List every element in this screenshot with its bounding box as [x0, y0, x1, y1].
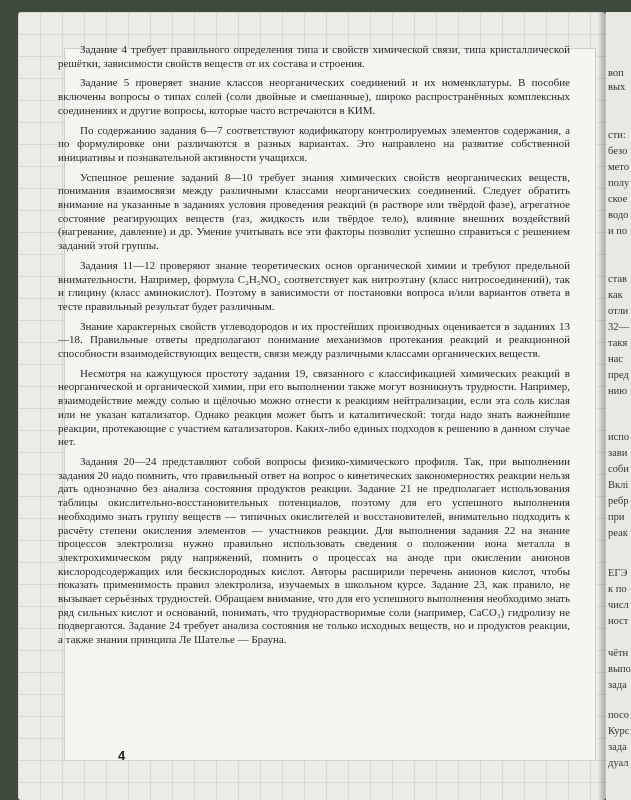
facing-line: и по [608, 226, 628, 237]
facing-line: нас [608, 354, 623, 365]
facing-line: нию [608, 386, 628, 397]
facing-line: мето [608, 162, 630, 173]
facing-line: вых [608, 82, 626, 93]
facing-line: пред [608, 370, 629, 381]
facing-line: водо [608, 210, 629, 221]
facing-line: ност [608, 616, 629, 627]
facing-line: зада [608, 742, 627, 753]
facing-line: воп [608, 68, 624, 79]
paragraph-tasks-8-10: Успешное решение заданий 8—10 требует знания химических свойств неорганических веществ, понимания взаимосвязи между различными классами неорганических соединений. Следует обратить внимание на указанные в заданиях условия проведения реакций (в растворе или твёрдой фазе), агрегатное состояние реагирующих веществ (газ, жидкость или твёрдое тело), влияние внешних воздействий (нагревание, давление) и др. Умение учитывать все эти факторы позволит успешно справиться с решением заданий этой группы. [58, 171, 570, 253]
facing-line: зада [608, 680, 627, 691]
facing-line: зави [608, 448, 628, 459]
facing-line: выпо [608, 664, 631, 675]
facing-line: полу [608, 178, 630, 189]
facing-line: ребр [608, 496, 629, 507]
facing-line: как [608, 290, 623, 301]
facing-line: реак [608, 528, 628, 539]
paragraph-tasks-13-18: Знание характерных свойств углеводородов и их простейших производных оценивается в заданиях 13—18. Правильные ответы предполагают понимание механизмов протекания реакций и реакционной способности взаимодействующих веществ, связи между различными классами органических веществ. [58, 320, 570, 361]
page-number: 4 [118, 748, 126, 763]
paragraph-task-19: Несмотря на кажущуюся простоту задания 19, связанного с классификацией химических реакций в неорганической и органической химии, при его выполнении также могут возникнуть трудности. Например, взаимодействие между солью и щёлочью можно отнести к реакциям нейтрализации, если эта соль кислая или не указан катализатор. Однако реакция может быть и каталитической: тогда надо знать важнейшие реакции, протекающие с участием катализаторов. Каких-либо единых подходов к решению в данном случае нет. [58, 367, 570, 449]
facing-line: дуал [608, 758, 629, 769]
facing-line: ЕГЭ [608, 568, 628, 579]
paragraph-tasks-11-12: Задания 11—12 проверяют знание теоретических основ органической химии и требуют предельной внимательности. Например, формула C₂H₅NO₂ соответствует как нитроэтану (класс нитросоединений), так и глицину (класс аминокислот). Поэтому в зависимости от постановки вопроса и/или вариантов ответа в тесте правильный результат будет различным. [58, 259, 570, 313]
facing-line: безо [608, 146, 628, 157]
facing-line: такя [608, 338, 628, 349]
paragraph-task-5: Задание 5 проверяет знание классов неорганических соединений и их номенклатуры. В пособие включены вопросы о типах солей (соли двойные и смешанные), широко распространённых комплексных соединениях и другие вопросы, которые часто встречаются в КИМ. [58, 77, 570, 117]
facing-line: сти: [608, 130, 626, 141]
facing-line: отли [608, 306, 629, 317]
paragraph-task-4: Задание 4 требует правильного определения типа и свойств химической связи, типа кристаллической решётки, зависимости свойств веществ от их состава и строения. [58, 44, 570, 70]
paragraph-tasks-20-24: Задания 20—24 представляют собой вопросы физико-химического профиля. Так, при выполнении задания 20 надо помнить, что правильный ответ на вопрос о кинетических закономерностях реакции нельзя дать однозначно без анализа состояния продуктов реакции. Задание 21 не предполагает использования таблицы окислительно-восстановительных потенциалов, поэтому для его успешного выполнения необходимо знать группу веществ — типичных окислителей и восстановителей, внимательно подходить к расчёту степени окисления элементов — участников реакции. Для выполнения задания 22 на знание процессов электролиза нужно правильно использовать сведения о положении иона металла в электрохимическом ряду напряжений, помнить о процессах на аноде при окислении анионов кислородсодержащих или бескислородных кислот. Авторы расширили перечень анионов кислот, чтобы показать применимость правил электролиза, изучаемых в школьном курсе. Задание 23, как правило, не вызывает серьёзных трудностей. Обращаем внимание, что для его успешного выполнения необходимо знать ряд сильных кислот и оснований, понимать, что труднорастворимые соли (например, CaCO₃) гидролизу не подвергаются. Задание 24 требует анализа состояния не только исходных веществ, но и продуктов реакции, а также знания принципа Ле Шателье — Брауна. [58, 455, 570, 647]
facing-line: став [608, 274, 627, 285]
body-text [58, 44, 570, 654]
facing-page-edge [606, 12, 631, 800]
facing-line: при [608, 512, 625, 523]
facing-line: чётн [608, 648, 629, 659]
facing-line: 32— [608, 322, 629, 333]
facing-line: испо [608, 432, 630, 443]
facing-line: к по [608, 584, 627, 595]
facing-line: посо [608, 710, 630, 721]
facing-line: ское [608, 194, 628, 205]
paragraph-tasks-6-7: По содержанию задания 6—7 соответствуют кодификатору контролируемых элементов содержания, а по формулировке они различаются в разных вариантах. Это направлено на развитие собственной инициативы и познавательной активности учащихся. [58, 124, 570, 164]
facing-line: Вклі [608, 480, 629, 491]
facing-line: Курс [608, 726, 630, 737]
facing-line: числ [608, 600, 629, 611]
facing-line: соби [608, 464, 629, 475]
